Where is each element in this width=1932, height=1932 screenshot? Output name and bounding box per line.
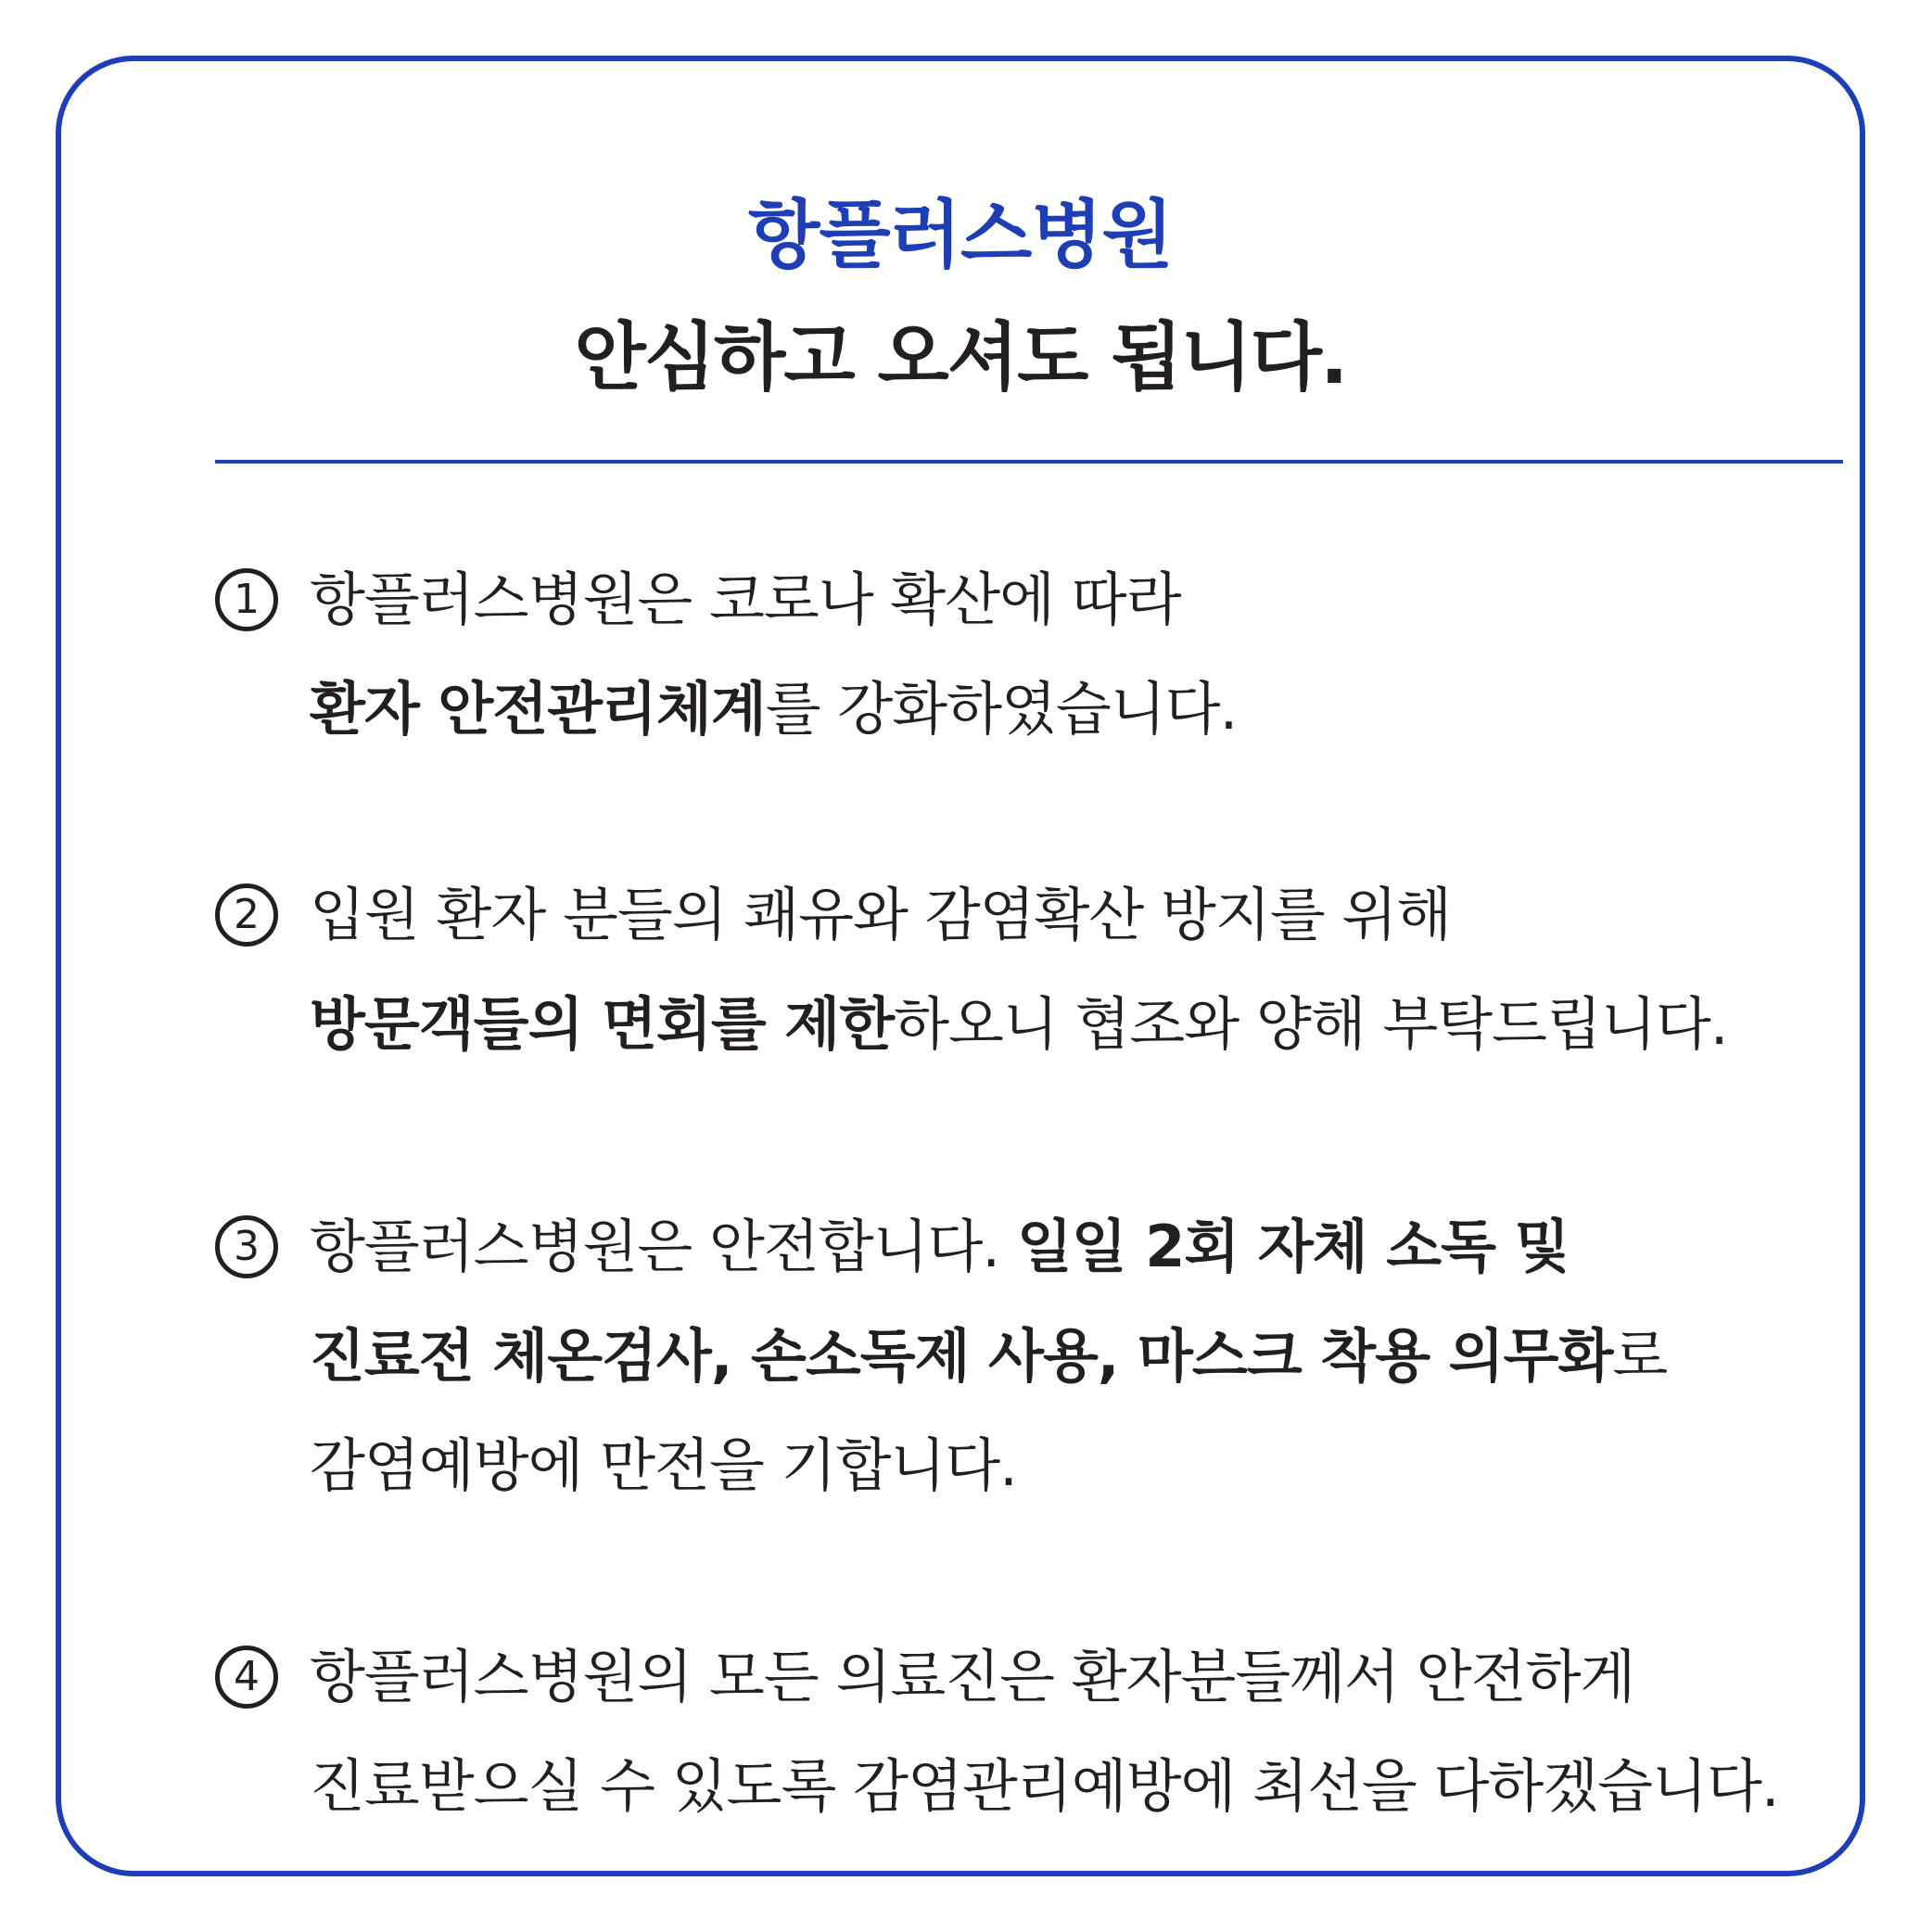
item-line [215,1302,1875,1411]
notice-item-4 [215,1622,1875,1841]
divider [215,460,1843,464]
item-text-bold: 진료전 체온검사, 손소독제 사용, 마스크 착용 의무화 [310,1322,1613,1390]
item-line [215,655,1875,764]
hospital-name: 항플러스병원 [748,192,1173,278]
notice-item-3 [215,1192,1875,1520]
notice-item-1 [215,545,1875,764]
circled-number-2: 2 [215,883,278,947]
circled-number-1: 1 [215,568,278,631]
item-line [215,1192,1875,1302]
item-text: 항플러스병원은 코로나 확산에 따라 [310,566,1181,633]
circled-number-3: 3 [215,1215,278,1278]
item-text: 항플러스병원은 안전합니다. [310,1213,1017,1280]
item-text: 입원 환자 분들의 쾌유와 감염확산 방지를 위해 [310,881,1452,948]
item-text-bold: 일일 2회 자체 소독 및 [1016,1213,1570,1280]
item-text: 항플러스병원의 모든 의료진은 환자분들께서 안전하게 [310,1643,1635,1710]
item-line [215,970,1875,1079]
item-line [215,545,1875,655]
item-line [215,1622,1875,1732]
circled-number-4: 4 [215,1646,278,1709]
item-text: 를 강화하였습니다. [765,675,1238,743]
item-line [215,1411,1875,1520]
item-text: 로 [1612,1322,1668,1390]
headline: 안심하고 오셔도 됩니다. [574,314,1347,400]
item-line [215,860,1875,970]
notice-item-2 [215,860,1875,1079]
item-text: 감염예방에 만전을 기합니다. [310,1431,1017,1499]
item-text-bold: 방문객들의 면회를 제한 [310,990,895,1058]
notice-card [56,56,1865,1876]
item-text-bold: 환자 안전관리체계 [310,675,766,743]
item-text: 하오니 협조와 양해 부탁드립니다. [894,990,1728,1058]
item-text: 진료받으실 수 있도록 감염관리예방에 최선을 다하겠습니다. [310,1752,1779,1820]
item-line [215,1732,1875,1841]
